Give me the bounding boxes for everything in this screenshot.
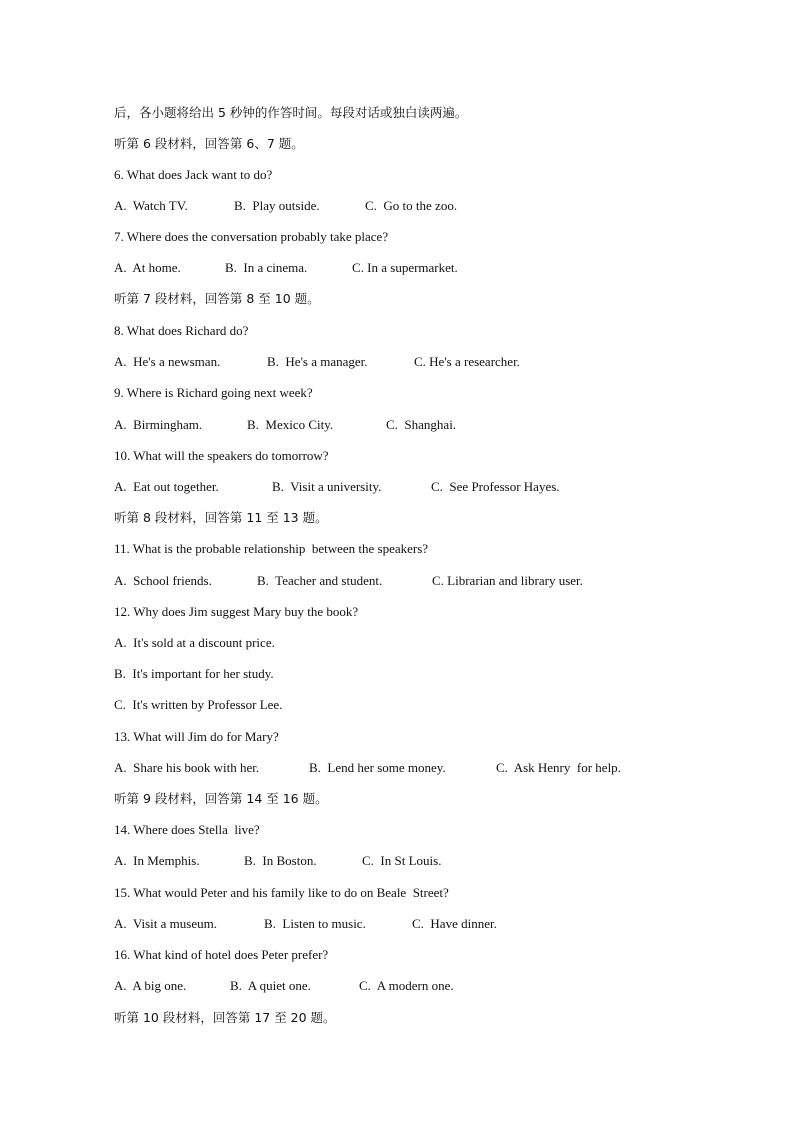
option-b[interactable]: B. Listen to music. (264, 916, 366, 931)
option-b[interactable]: B. He's a manager. (267, 354, 368, 369)
option-c[interactable]: C. Go to the zoo. (365, 198, 458, 213)
question-stem: 11. What is the probable relationship between the speakers? (114, 541, 429, 556)
option-a[interactable]: A. Watch TV. (114, 198, 188, 213)
option-c[interactable]: C. In St Louis. (362, 853, 442, 868)
question-stem: 6. What does Jack want to do? (114, 167, 273, 182)
option-a[interactable]: A. School friends. (114, 573, 212, 588)
question-stem: 8. What does Richard do? (114, 323, 249, 338)
option-c[interactable]: C. Have dinner. (412, 916, 497, 931)
option-b[interactable]: B. It's important for her study. (114, 666, 274, 681)
option-b[interactable]: B. Visit a university. (272, 479, 382, 494)
question-stem: 12. Why does Jim suggest Mary buy the book? (114, 604, 359, 619)
option-a[interactable]: A. Share his book with her. (114, 760, 260, 775)
option-b[interactable]: B. Play outside. (234, 198, 320, 213)
option-c[interactable]: C. In a supermarket. (352, 260, 458, 275)
section-heading-9: 听第 9 段材料，回答第 14 至 16 题。 (114, 791, 328, 806)
option-a[interactable]: A. A big one. (114, 978, 187, 993)
option-c[interactable]: C. See Professor Hayes. (431, 479, 560, 494)
question-stem: 9. Where is Richard going next week? (114, 385, 313, 400)
instructions-text: 后，各小题将给出 5 秒钟的作答时间。每段对话或独白读两遍。 (114, 105, 468, 120)
question-stem: 14. Where does Stella live? (114, 822, 260, 837)
option-b[interactable]: B. Lend her some money. (309, 760, 446, 775)
option-c[interactable]: C. It's written by Professor Lee. (114, 697, 283, 712)
option-c[interactable]: C. He's a researcher. (414, 354, 520, 369)
option-a[interactable]: A. Eat out together. (114, 479, 219, 494)
question-stem: 13. What will Jim do for Mary? (114, 729, 279, 744)
option-a[interactable]: A. He's a newsman. (114, 354, 221, 369)
question-stem: 15. What would Peter and his family like to do on Beale Street? (114, 885, 449, 900)
section-heading-6: 听第 6 段材料，回答第 6、7 题。 (114, 136, 304, 151)
option-c[interactable]: C. Ask Henry for help. (496, 760, 621, 775)
section-heading-10: 听第 10 段材料，回答第 17 至 20 题。 (114, 1010, 336, 1025)
option-a[interactable]: A. It's sold at a discount price. (114, 635, 275, 650)
option-b[interactable]: B. A quiet one. (230, 978, 311, 993)
option-c[interactable]: C. Shanghai. (386, 417, 457, 432)
option-a[interactable]: A. Birmingham. (114, 417, 203, 432)
section-heading-8: 听第 8 段材料，回答第 11 至 13 题。 (114, 510, 328, 525)
option-c[interactable]: C. Librarian and library user. (432, 573, 583, 588)
question-stem: 7. Where does the conversation probably take place? (114, 229, 389, 244)
option-b[interactable]: B. Mexico City. (247, 417, 334, 432)
option-b[interactable]: B. Teacher and student. (257, 573, 383, 588)
option-a[interactable]: A. In Memphis. (114, 853, 200, 868)
option-c[interactable]: C. A modern one. (359, 978, 454, 993)
option-a[interactable]: A. At home. (114, 260, 181, 275)
question-stem: 16. What kind of hotel does Peter prefer? (114, 947, 329, 962)
option-b[interactable]: B. In Boston. (244, 853, 317, 868)
option-a[interactable]: A. Visit a museum. (114, 916, 217, 931)
option-b[interactable]: B. In a cinema. (225, 260, 308, 275)
question-stem: 10. What will the speakers do tomorrow? (114, 448, 329, 463)
section-heading-7: 听第 7 段材料，回答第 8 至 10 题。 (114, 291, 320, 306)
